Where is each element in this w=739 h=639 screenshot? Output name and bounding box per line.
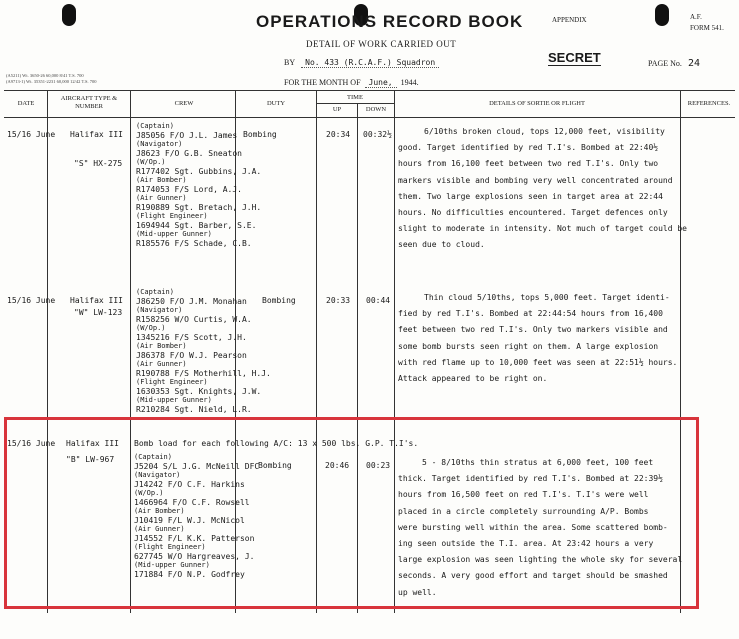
by-label: BY bbox=[284, 58, 296, 67]
crew-role: (Flight Engineer) bbox=[136, 212, 208, 220]
sortie-details bbox=[398, 290, 677, 387]
aircraft-number: "W" LW-123 bbox=[74, 308, 123, 317]
details-line: Attack appeared to be right on. bbox=[398, 374, 548, 384]
details-line: hours from 16,500 feet on red T.I's. T.I's were well bbox=[398, 490, 649, 500]
col-header-aircraft: AIRCRAFT TYPE & NUMBER bbox=[60, 95, 118, 110]
time-up: 20:34 bbox=[326, 130, 351, 139]
crew-role: (Mid-upper Gunner) bbox=[136, 230, 212, 238]
details-line: good. Target identified by red T.I's. Bombed at 22:40½ bbox=[398, 143, 659, 153]
crew-name: J86378 F/O W.J. Pearson bbox=[136, 351, 247, 360]
month-label: FOR THE MONTH OF bbox=[284, 78, 361, 87]
month-value: June, bbox=[365, 78, 397, 88]
details-line: up well. bbox=[398, 587, 437, 597]
crew-name: J14552 F/L K.K. Patterson bbox=[134, 534, 255, 543]
crew-role: (Captain) bbox=[136, 288, 174, 296]
details-line: Thin cloud 5/10ths, tops 5,000 feet. Target identi- bbox=[424, 293, 670, 302]
squadron-value: No. 433 (R.C.A.F.) Squadron bbox=[301, 58, 439, 68]
details-line: seen due to cloud. bbox=[398, 240, 485, 250]
selection-highlight bbox=[4, 417, 699, 609]
entry-date: 15/16 June bbox=[7, 130, 56, 139]
crew-name: R210284 Sgt. Nield, L.R. bbox=[136, 405, 252, 414]
crew-name: 1466964 F/O C.F. Rowsell bbox=[134, 498, 250, 507]
col-header-up: UP bbox=[332, 106, 342, 113]
duty: Bombing bbox=[243, 130, 277, 139]
print-reference-line-1: (A5211) Wt. 3650-26 60,000 8/41 T.S. 700 bbox=[6, 73, 84, 78]
details-line: thick. Target identified by red T.I's. Bombed at 22:39½ bbox=[398, 474, 663, 484]
details-line: hours. No difficulties encountered. Target defences only bbox=[398, 208, 668, 218]
details-line: slight to moderate in intensity. Not much of target could be bbox=[398, 224, 687, 234]
year-value: 1944. bbox=[400, 78, 419, 87]
table-top-rule bbox=[4, 90, 735, 91]
crew-name: J86250 F/O J.M. Monahan bbox=[136, 297, 247, 306]
crew-name: 1630353 Sgt. Knights, J.W. bbox=[136, 387, 262, 396]
details-line: large explosion was seen lighting the whole sky for several bbox=[398, 555, 683, 565]
crew-role: (W/Op.) bbox=[136, 158, 166, 166]
col-header-date: DATE bbox=[17, 100, 35, 107]
security-classification: SECRET bbox=[548, 50, 601, 65]
crew-role: (Mid-upper Gunner) bbox=[134, 561, 210, 569]
crew-role: (Mid-upper Gunner) bbox=[136, 396, 212, 404]
crew-name: R177402 Sgt. Gubbins, J.A. bbox=[136, 167, 262, 176]
crew-role: (Air Gunner) bbox=[136, 194, 187, 202]
duty: Bombing bbox=[258, 461, 292, 470]
entry-date: 15/16 June bbox=[7, 439, 56, 448]
details-line: 6/10ths broken cloud, tops 12,000 feet, visibility bbox=[424, 127, 665, 136]
crew-name: J14242 F/O C.F. Harkins bbox=[134, 480, 245, 489]
page-number-value: 24 bbox=[687, 58, 700, 69]
details-line: some bomb bursts seen right on them. A large explosion bbox=[398, 341, 659, 351]
crew-list bbox=[136, 288, 271, 414]
crew-role: (Air Bomber) bbox=[136, 176, 187, 184]
time-up: 20:46 bbox=[325, 461, 350, 470]
aircraft-number: "S" HX-275 bbox=[74, 159, 123, 168]
page-number-field bbox=[648, 58, 700, 69]
crew-name: J10419 F/L W.J. McNicol bbox=[134, 516, 245, 525]
time-down: 00:44 bbox=[366, 296, 391, 305]
bomb-load-note: Bomb load for each following A/C: 13 x 500 lbs. G.P. T.I's. bbox=[134, 439, 419, 448]
crew-role: (Flight Engineer) bbox=[136, 378, 208, 386]
crew-role: (Captain) bbox=[136, 122, 174, 130]
details-line: with red flame up to 10,000 feet was seen at 22:51½ hours. bbox=[398, 357, 678, 367]
col-header-time: TIME bbox=[347, 94, 363, 101]
crew-name: R190889 Sgt. Bretach, J.H. bbox=[136, 203, 262, 212]
details-line: seconds. A very good effort and target should be smashed bbox=[398, 571, 668, 581]
aircraft-type: Halifax III bbox=[70, 296, 123, 305]
print-reference-line-2: (A9713-1) Wt. 35351-2231 60,000 12/42 T.S. 700 bbox=[6, 79, 97, 84]
time-down: 00:32½ bbox=[363, 130, 392, 139]
form-ref-line-1: A.F. bbox=[690, 13, 702, 21]
details-line: placed in a circle completely surrounding A/P. Bombs bbox=[398, 506, 649, 516]
crew-name: J8623 F/O G.B. Sneaton bbox=[136, 149, 242, 158]
crew-name: J5204 S/L J.G. McNeill DFC bbox=[134, 462, 260, 471]
col-header-details: DETAILS OF SORTIE OR FLIGHT bbox=[489, 100, 585, 107]
crew-role: (Air Gunner) bbox=[134, 525, 185, 533]
col-header-duty: DUTY bbox=[266, 100, 286, 107]
binder-hole bbox=[655, 4, 669, 26]
header-bottom-rule bbox=[4, 117, 735, 118]
appendix-label: APPENDIX bbox=[552, 16, 587, 24]
col-header-crew: CREW bbox=[174, 100, 194, 107]
form-reference bbox=[690, 12, 724, 34]
crew-name: J85056 F/O J.L. James bbox=[136, 131, 238, 140]
aircraft-type: Halifax III bbox=[70, 130, 123, 139]
details-line: were bursting well within the area. Some scattered bomb- bbox=[398, 522, 668, 532]
month-field bbox=[284, 78, 419, 87]
binder-hole bbox=[62, 4, 76, 26]
time-down: 00:23 bbox=[366, 461, 391, 470]
sortie-details bbox=[398, 124, 687, 254]
crew-role: (Navigator) bbox=[134, 471, 181, 479]
col-header-references: REFERENCES. bbox=[687, 100, 731, 107]
crew-role: (Air Bomber) bbox=[134, 507, 185, 515]
crew-role: (Flight Engineer) bbox=[134, 543, 206, 551]
aircraft-number: "B" LW-967 bbox=[66, 455, 115, 464]
crew-role: (W/Op.) bbox=[134, 489, 164, 497]
details-line: feet between two red T.I's. Only two markers visible and bbox=[398, 325, 668, 335]
details-line: hours from 16,100 feet between two red T.I's. Only two bbox=[398, 159, 659, 169]
crew-name: 171884 F/O N.P. Godfrey bbox=[134, 570, 245, 579]
crew-role: (Captain) bbox=[134, 453, 172, 461]
crew-role: (Navigator) bbox=[136, 140, 183, 148]
time-subheader-rule bbox=[316, 103, 394, 104]
details-line: them. Two large explosions seen in target area at 22:44 bbox=[398, 191, 663, 201]
crew-name: R174053 F/S Lord, A.J. bbox=[136, 185, 242, 194]
crew-name: R185576 F/S Schade, C.B. bbox=[136, 239, 252, 248]
crew-name: 627745 W/O Hargreaves, J. bbox=[134, 552, 255, 561]
crew-role: (Air Bomber) bbox=[136, 342, 187, 350]
time-up: 20:33 bbox=[326, 296, 351, 305]
details-line: markers visible and bombing very well concentrated around bbox=[398, 175, 673, 185]
crew-name: R158256 W/O Curtis, W.A. bbox=[136, 315, 252, 324]
col-header-down: DOWN bbox=[365, 106, 387, 113]
details-line: ing seen outside the T.I. area. At 23:42 hours a very bbox=[398, 539, 654, 549]
details-line: fied by red T.I's. Bombed at 22:44:54 hours from 16,400 bbox=[398, 309, 663, 319]
print-reference bbox=[6, 73, 97, 85]
duty: Bombing bbox=[262, 296, 296, 305]
crew-role: (Air Gunner) bbox=[136, 360, 187, 368]
page-subtitle: DETAIL OF WORK CARRIED OUT bbox=[306, 39, 457, 49]
details-line: 5 - 8/10ths thin stratus at 6,000 feet, 100 feet bbox=[422, 458, 654, 467]
form-ref-line-2: FORM 541. bbox=[690, 24, 724, 32]
crew-name: 1345216 F/S Scott, J.H. bbox=[136, 333, 247, 342]
page-number-label: PAGE No. bbox=[648, 59, 682, 68]
crew-name: 1694944 Sgt. Barber, S.E. bbox=[136, 221, 257, 230]
squadron-field bbox=[284, 58, 439, 67]
page-title: OPERATIONS RECORD BOOK bbox=[256, 12, 524, 31]
crew-name: R190788 F/S Motherhill, H.J. bbox=[136, 369, 271, 378]
crew-list bbox=[136, 122, 261, 248]
crew-role: (W/Op.) bbox=[136, 324, 166, 332]
entry-date: 15/16 June bbox=[7, 296, 56, 305]
crew-role: (Navigator) bbox=[136, 306, 183, 314]
aircraft-type: Halifax III bbox=[66, 439, 119, 448]
